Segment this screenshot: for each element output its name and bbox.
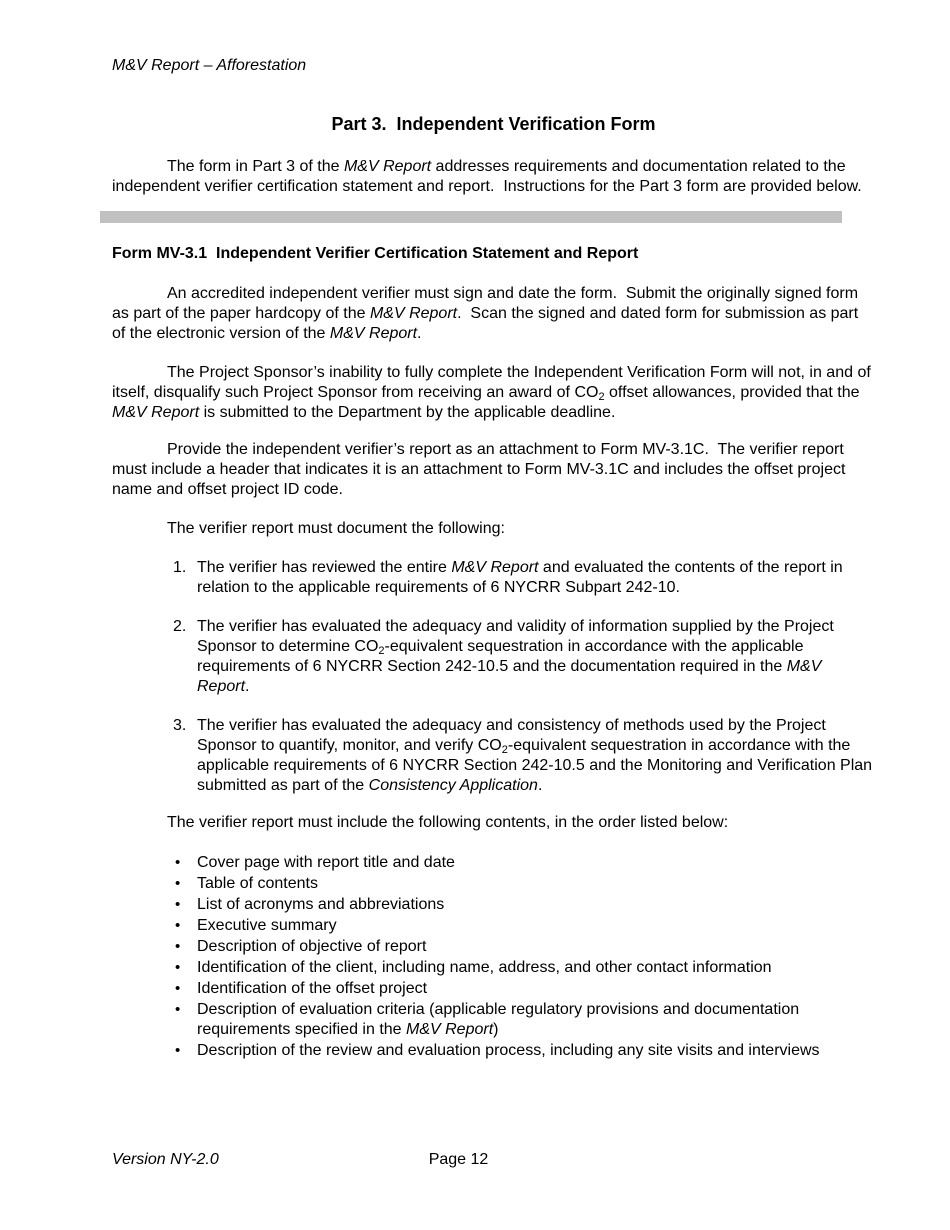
list-item-text xyxy=(197,917,337,934)
bullet-icon: • xyxy=(175,1042,181,1059)
text-run: Description of evaluation criteria (applicable regulatory provisions and documentation requirements specified in the xyxy=(197,1001,804,1038)
bullet-list-item xyxy=(112,958,875,978)
text-run: -equivalent sequestration in accordance with the applicable requirements of 6 NYCRR Section 242-10.5 and the Monitoring and Verification Plan submitted as part of the xyxy=(197,737,877,794)
list-item-text xyxy=(197,559,847,596)
text-run: . xyxy=(245,678,250,695)
footer-page-number: Page 12 xyxy=(428,1151,489,1168)
footer-version-label: Version NY-2.0 xyxy=(112,1151,219,1168)
text-run: Consistency Application xyxy=(368,777,538,794)
bullet-icon: • xyxy=(175,917,181,934)
bullet-list-item xyxy=(112,1041,875,1061)
text-run: Description of objective of report xyxy=(197,938,427,955)
bullet-list-item xyxy=(112,874,875,894)
verifier-report-numbered-list xyxy=(112,558,875,796)
bullet-list-item xyxy=(112,1000,875,1040)
text-run: M&V Report xyxy=(112,404,200,421)
text-run: Provide the independent verifier’s report as an attachment to Form MV-3.1C. The verifier report must include a header that indicates it is an attachment to Form MV-3.1C and includes the offset project name and offset project ID code. xyxy=(112,441,850,498)
bullet-icon: • xyxy=(175,854,181,871)
text-run: The form in Part 3 of the xyxy=(167,158,344,175)
text-run: Description of the review and evaluation process, including any site visits and interviews xyxy=(197,1042,820,1059)
running-header: M&V Report – Afforestation xyxy=(112,57,307,74)
list-item-text xyxy=(197,875,318,892)
bullet-icon: • xyxy=(175,938,181,955)
text-run: M&V Report xyxy=(343,158,432,175)
subscript-text-run: 2 xyxy=(501,744,508,756)
list-item-text xyxy=(197,717,877,794)
list-item-text xyxy=(197,896,444,913)
list-number: 3. xyxy=(173,717,187,734)
text-run: . xyxy=(537,777,543,794)
page-title: Part 3. Independent Verification Form xyxy=(331,114,656,134)
paragraph-must-include xyxy=(112,813,875,833)
paragraph-sponsor-inability xyxy=(112,363,875,423)
text-run: offset allowances, provided that the xyxy=(604,384,864,401)
section-divider xyxy=(100,211,842,223)
list-item-text xyxy=(197,1042,820,1059)
list-number: 2. xyxy=(173,618,187,635)
bullet-list-item xyxy=(112,895,875,915)
text-run: . Scan the signed and dated form for submission as part of the electronic version of the xyxy=(112,305,863,342)
paragraph-intro xyxy=(112,157,875,197)
text-run: M&V Report xyxy=(406,1021,494,1038)
text-run: addresses requirements and documentation related to the independent verifier certification statement and report. Instructions for the Part 3 form are provided below. xyxy=(112,158,862,195)
page-footer xyxy=(112,1150,875,1170)
paragraph-provide-attachment xyxy=(112,440,875,500)
text-run: The Project Sponsor’s inability to fully complete the Independent Verification Form will not, in and of itself, disqualify such Project Sponsor from receiving an award of CO xyxy=(112,364,876,401)
paragraph-accredited-verifier xyxy=(112,284,875,344)
text-run: List of acronyms and abbreviations xyxy=(197,896,445,913)
bullet-icon: • xyxy=(175,875,181,892)
bullet-list-item xyxy=(112,916,875,936)
text-run: Identification of the client, including name, address, and other contact information xyxy=(197,959,772,976)
bullet-icon: • xyxy=(175,980,181,997)
text-run: Identification of the offset project xyxy=(197,980,428,997)
text-run: M&V Report xyxy=(329,325,418,342)
text-run: and evaluated the contents of the report in relation to the applicable requirements of 6 NYCRR Subpart 242-10. xyxy=(197,559,848,596)
list-number: 1. xyxy=(173,559,187,576)
text-run: Table of contents xyxy=(197,875,318,892)
list-item-text xyxy=(197,959,772,976)
text-run: The verifier report must document the following: xyxy=(167,520,505,537)
bullet-icon: • xyxy=(175,959,181,976)
form-section-heading: Form MV-3.1 Independent Verifier Certification Statement and Report xyxy=(112,245,639,262)
text-run: Executive summary xyxy=(197,917,337,934)
text-run: M&V Report xyxy=(197,658,826,695)
text-run: An accredited independent verifier must sign and date the form. Submit the originally signed form as part of the paper hardcopy of the xyxy=(112,285,863,322)
bullet-list-item xyxy=(112,937,875,957)
text-run: The verifier has evaluated the adequacy and consistency of methods used by the Project Sponsor to quantify, monitor, and verify CO xyxy=(197,717,831,754)
text-run: The verifier report must include the following contents, in the order listed below: xyxy=(167,814,729,831)
list-item-text xyxy=(197,1001,804,1038)
subscript-text-run: 2 xyxy=(598,391,605,403)
bullet-list-item xyxy=(112,979,875,999)
list-item-text xyxy=(197,854,455,871)
numbered-list-item xyxy=(112,617,875,697)
text-run: M&V Report xyxy=(451,559,539,576)
text-run: The verifier has evaluated the adequacy and validity of information supplied by the Project Sponsor to determine CO xyxy=(197,618,839,655)
text-run: ) xyxy=(493,1021,499,1038)
text-run: is submitted to the Department by the applicable deadline. xyxy=(199,404,616,421)
text-run: The verifier has reviewed the entire xyxy=(197,559,452,576)
report-contents-bullet-list xyxy=(112,853,875,1061)
text-run: . xyxy=(417,325,422,342)
bullet-icon: • xyxy=(175,896,181,913)
numbered-list-item xyxy=(112,558,875,598)
list-item-text xyxy=(197,980,427,997)
bullet-icon: • xyxy=(175,1001,181,1018)
list-item-text xyxy=(197,938,426,955)
text-run: -equivalent sequestration in accordance with the applicable requirements of 6 NYCRR Section 242-10.5 and the documentation required in the xyxy=(197,638,808,675)
text-run: Cover page with report title and date xyxy=(197,854,455,871)
bullet-list-item xyxy=(112,853,875,873)
list-item-text xyxy=(197,618,838,695)
text-run: M&V Report xyxy=(369,305,458,322)
numbered-list-item xyxy=(112,716,875,796)
subscript-text-run: 2 xyxy=(378,645,385,657)
paragraph-must-document xyxy=(112,519,875,539)
